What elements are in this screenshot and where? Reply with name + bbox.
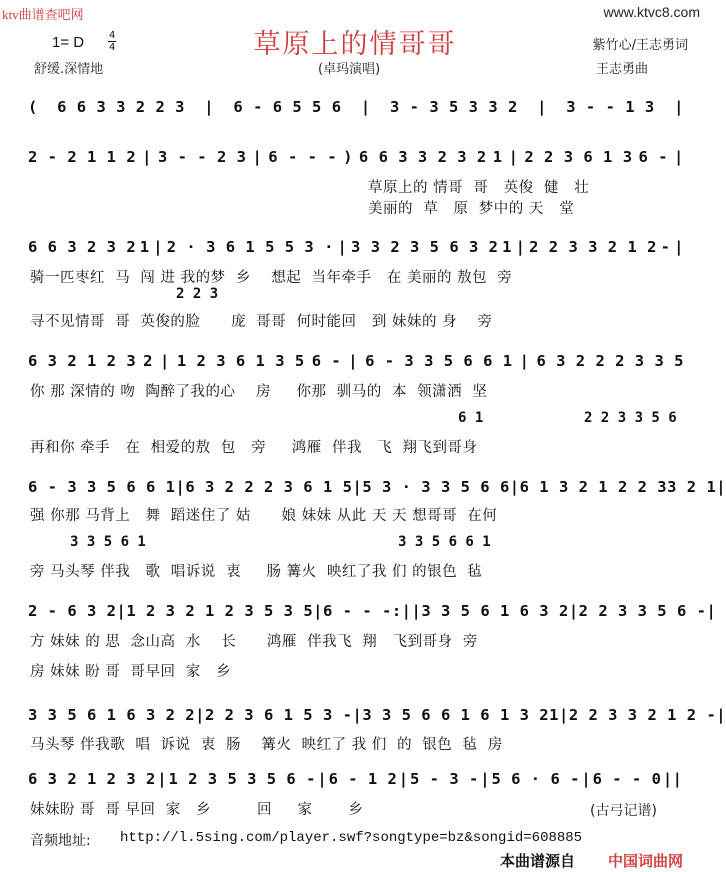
lyric-line: 骑一匹枣红 马 闯 进 我的梦 乡 想起 当年牵手 在 美丽的 敖包 旁	[30, 270, 513, 286]
composer-credit: 王志勇曲	[595, 62, 648, 77]
lyric-line: 旁 马头琴 伴我 歌 唱诉说 衷 肠 篝火 映红了我 们 的银色 毡	[30, 564, 483, 580]
alt-notes: 3 3 5 6 1	[70, 534, 146, 550]
site-name: ktv曲谱查吧网	[2, 7, 84, 22]
alt-notes: 2 2 3 3 5 6	[584, 410, 677, 426]
lyric-line: 强 你那 马背上 舞 蹈迷住了 姑 娘 妹妹 从此 天 天 想哥哥 在何	[30, 508, 498, 524]
lyric-line: 房 妹妹 盼 哥 哥早回 家 乡	[30, 664, 232, 680]
key-signature: 1= D	[52, 34, 85, 51]
score-line-1: ( 6 6 3 3 2 2 3 | 6 - 6 5 5 6 | 3 - 3 5 3 3 2 | 3 - - 1 3 |	[28, 98, 684, 116]
time-signature	[108, 30, 116, 53]
alt-notes: 2 2 3	[176, 286, 219, 302]
singer: (卓玛演唱)	[318, 62, 381, 77]
lyric-line: 寻不见情哥 哥 英俊的脸 庞 哥哥 何时能回 到 妹妹的 身 旁	[30, 314, 493, 330]
song-title: 草原上的情哥哥	[253, 29, 457, 60]
score-line-2: 2 - 2 1 1 2 | 3 - - 2 3 | 6 - - - ) 6 6 3 3 2 3 2 1 | 2 2 3 6 1 3 6 - |	[28, 148, 684, 166]
lyric-line: 草原上的 情哥 哥 英俊 健 壮	[368, 180, 590, 196]
site-url: www.ktvc8.com	[603, 4, 700, 20]
notator-credit: (古弓记谱)	[590, 803, 657, 819]
lyric-line: 美丽的 草 原 梦中的 天 堂	[368, 201, 575, 217]
score-line-7: 3 3 5 6 1 6 3 2 2 | 2 2 3 6 1 5 3 - | 3 3 5 6 6 1 6 1 3 2 1 | 2 2 3 3 2 1 2 - |	[28, 706, 726, 724]
score-line-8: 6 3 2 1 2 3 2 | 1 2 3 5 3 5 6 - | 6 - 1 2 | 5 - 3 - | 5 6 · 6 - | 6 - - 0 ||	[28, 770, 683, 788]
score-line-6: 2 - 6 3 2 | 1 2 3 2 1 2 3 5 3 5 | 6 - - - :|| 3 3 5 6 1 6 3 2 | 2 2 3 3 5 6 - |	[28, 602, 717, 620]
time-denominator: 4	[109, 42, 116, 53]
lyric-line: 你 那 深情的 吻 陶醉了我的心 房 你那 驯马的 本 领潇洒 坚	[30, 384, 488, 400]
lyric-line: 方 妹妹 的 思 念山高 水 长 鸿雁 伴我飞 翔 飞到哥身 旁	[30, 634, 478, 650]
source-label: 本曲谱源自	[500, 852, 576, 870]
lyric-line: 再和你 牵手 在 相爱的敖 包 旁 鸿雁 伴我 飞 翔飞到哥身	[30, 440, 478, 456]
time-numerator: 4	[109, 30, 116, 41]
brand-logo-text: 中国词曲网	[608, 852, 684, 870]
audio-label: 音频地址:	[30, 833, 91, 849]
lyricist-credit: 紫竹心/王志勇词	[592, 38, 688, 53]
alt-notes: 6 1	[458, 410, 484, 426]
lyric-line: 妹妹盼 哥 哥 早回 家 乡 回 家 乡	[30, 802, 364, 818]
alt-notes: 3 3 5 6 6 1	[398, 534, 491, 550]
lyric-line: 马头琴 伴我歌 唱 诉说 衷 肠 篝火 映红了 我 们 的 银色 毡 房	[30, 737, 503, 753]
audio-link[interactable]: http://l.5sing.com/player.swf?songtype=bz&songid=608885	[120, 830, 583, 846]
tempo-marking: 舒缓.深情地	[34, 62, 104, 77]
score-line-5: 6 - 3 3 5 6 6 1 | 6 3 2 2 2 3 6 1 5 | 5 3 · 3 3 5 6 6 | 6 1 3 2 1 2 2 3 3 2 1 |	[28, 478, 726, 496]
score-line-3: 6 6 3 2 3 2 1 | 2 · 3 6 1 5 5 3 · | 3 3 2 3 5 6 3 2 1 | 2 2 3 3 2 1 2 - |	[28, 238, 684, 256]
score-line-4: 6 3 2 1 2 3 2 | 1 2 3 6 1 3 5 6 - | 6 - 3 3 5 6 6 1 | 6 3 2 2 2 3 3 5	[28, 352, 684, 370]
